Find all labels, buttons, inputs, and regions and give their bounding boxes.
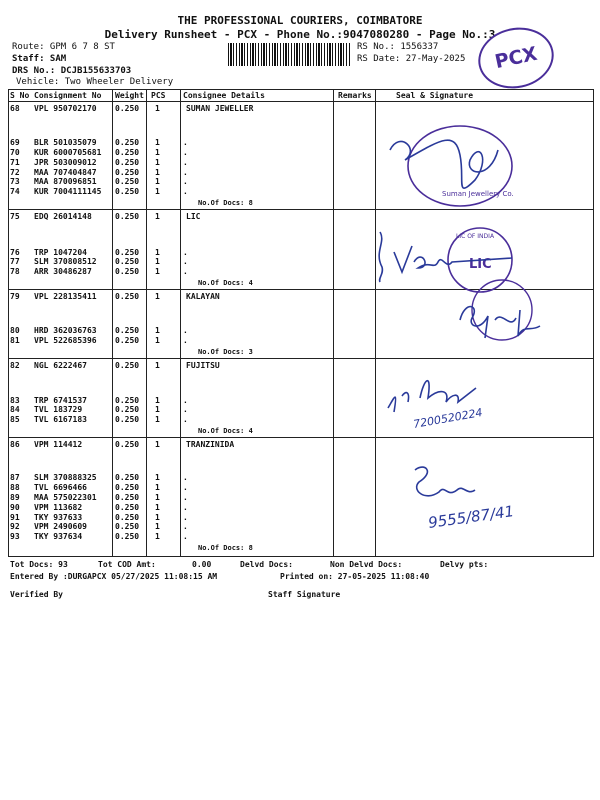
row-dot: . [183, 138, 188, 148]
row-sno: 69 [10, 138, 20, 148]
company-name: THE PROFESSIONAL COURIERS, COIMBATORE [177, 14, 423, 27]
row-sno: 90 [10, 502, 20, 512]
row-consignment-no: NGL 6222467 [34, 361, 87, 370]
table-bottom-border [8, 556, 594, 557]
row-pcs: 1 [155, 336, 160, 346]
row-dot: . [183, 473, 188, 483]
row-pcs: 1 [155, 512, 160, 522]
col-header-pcs: PCS [151, 91, 166, 100]
suman-stamp-text: Suman Jewellery Co. [442, 190, 514, 198]
row-consignment-no: MAA 870096851 [34, 177, 97, 187]
row-sno: 70 [10, 148, 20, 157]
row-consignment-no: HRD 362036763 [34, 326, 97, 336]
tranzinida-handwritten-number: 9555/87/41 [427, 502, 516, 532]
row-dot: . [183, 177, 188, 187]
row-sno: 71 [10, 157, 20, 167]
row-weight: 0.250 [115, 138, 140, 148]
rs-date: RS Date: 27-May-2025 [357, 54, 466, 64]
verified-by: Verified By [10, 590, 63, 599]
row-sno: 93 [10, 532, 20, 542]
no-of-docs: No.Of Docs: 4 [198, 279, 253, 287]
row-consignment-no: KUR 7004111145 [34, 187, 102, 197]
row-pcs: 1 [155, 292, 160, 301]
row-dot: . [183, 493, 188, 502]
row-sno: 73 [10, 177, 20, 187]
printed-on: Printed on: 27-05-2025 11:08:40 [280, 572, 430, 581]
entered-by: Entered By :DURGAPCX 05/27/2025 11:08:15 AM [10, 572, 218, 581]
row-sno: 74 [10, 187, 20, 197]
row-consignment-no: BLR 501035079 [34, 138, 97, 148]
row-weight: 0.250 [115, 415, 140, 425]
row-pcs: 1 [155, 212, 160, 221]
col-header-remarks: Remarks [338, 91, 372, 100]
vehicle: Vehicle: Two Wheeler Delivery [16, 77, 174, 87]
fujitsu-signature [380, 368, 510, 438]
row-consignment-no: SLM 370808512 [34, 257, 97, 267]
row-sno: 75 [10, 212, 20, 221]
staff-signature: Staff Signature [268, 590, 341, 599]
row-dot: . [183, 336, 188, 346]
row-weight: 0.250 [115, 167, 140, 177]
row-pcs: 1 [155, 148, 160, 157]
col-divider [8, 90, 9, 556]
row-pcs: 1 [155, 405, 160, 415]
row-pcs: 1 [155, 483, 160, 493]
row-sno: 78 [10, 267, 20, 277]
row-pcs: 1 [155, 247, 160, 257]
row-dot: . [183, 502, 188, 512]
row-pcs: 1 [155, 415, 160, 425]
consignee-name: KALAYAN [186, 292, 220, 301]
row-consignment-no: TKY 937633 [34, 512, 83, 522]
row-dot: . [183, 512, 188, 522]
row-weight: 0.250 [115, 532, 140, 542]
row-consignment-no: JPR 503009012 [34, 157, 97, 167]
col-divider [375, 90, 376, 556]
no-of-docs: No.Of Docs: 8 [198, 199, 253, 207]
row-pcs: 1 [155, 502, 160, 512]
row-pcs: 1 [155, 187, 160, 197]
row-dot: . [183, 247, 188, 257]
row-sno: 89 [10, 493, 20, 502]
row-consignment-no: MAA 707404847 [34, 167, 97, 177]
row-weight: 0.250 [115, 177, 140, 187]
row-weight: 0.250 [115, 483, 140, 493]
row-sno: 92 [10, 522, 20, 532]
row-sno: 88 [10, 483, 20, 493]
row-pcs: 1 [155, 473, 160, 483]
row-weight: 0.250 [115, 502, 140, 512]
row-weight: 0.250 [115, 292, 140, 301]
col-divider [146, 90, 147, 556]
row-pcs: 1 [155, 440, 160, 449]
table-top-border [8, 89, 594, 90]
row-dot: . [183, 167, 188, 177]
col-header-sno: S No [10, 91, 30, 100]
drs-number: DRS No.: DCJB155633703 [12, 66, 132, 76]
row-sno: 76 [10, 247, 20, 257]
suman-jeweller-stamp-signature [380, 120, 520, 220]
row-dot: . [183, 148, 188, 157]
row-pcs: 1 [155, 493, 160, 502]
row-weight: 0.250 [115, 187, 140, 197]
row-sno: 84 [10, 405, 20, 415]
row-dot: . [183, 522, 188, 532]
col-header-consignment: Consignment No [34, 91, 102, 100]
row-sno: 80 [10, 326, 20, 336]
row-dot: . [183, 483, 188, 493]
fujitsu-handwritten-number: 7200520224 [412, 405, 484, 431]
non-delivered-docs: Non Delvd Docs: [330, 560, 403, 569]
row-consignment-no: SLM 370888325 [34, 473, 97, 483]
col-divider [112, 90, 113, 556]
row-sno: 87 [10, 473, 20, 483]
table-header-border [8, 101, 594, 102]
row-pcs: 1 [155, 138, 160, 148]
row-pcs: 1 [155, 177, 160, 187]
total-cod-label: Tot COD Amt: [98, 560, 156, 569]
row-consignment-no: VPM 2490609 [34, 522, 87, 532]
row-weight: 0.250 [115, 157, 140, 167]
total-docs: Tot Docs: 93 [10, 560, 68, 569]
row-pcs: 1 [155, 167, 160, 177]
row-weight: 0.250 [115, 247, 140, 257]
row-consignment-no: VPL 228135411 [34, 292, 97, 301]
row-consignment-no: TVL 6696466 [34, 483, 87, 493]
no-of-docs: No.Of Docs: 4 [198, 427, 253, 435]
col-divider [593, 90, 594, 556]
row-pcs: 1 [155, 395, 160, 405]
row-weight: 0.250 [115, 473, 140, 483]
row-consignment-no: TKY 937634 [34, 532, 83, 542]
row-consignment-no: VPM 113682 [34, 502, 83, 512]
pcx-stamp: PCX [473, 21, 560, 95]
row-consignment-no: TVL 183729 [34, 405, 83, 415]
row-sno: 83 [10, 395, 20, 405]
row-consignment-no: VPL 950702170 [34, 104, 97, 113]
no-of-docs: No.Of Docs: 3 [198, 348, 253, 356]
row-pcs: 1 [155, 157, 160, 167]
row-sno: 72 [10, 167, 20, 177]
row-weight: 0.250 [115, 522, 140, 532]
row-pcs: 1 [155, 522, 160, 532]
row-sno: 85 [10, 415, 20, 425]
row-weight: 0.250 [115, 257, 140, 267]
row-weight: 0.250 [115, 493, 140, 502]
row-sno: 68 [10, 104, 20, 113]
row-pcs: 1 [155, 267, 160, 277]
row-consignment-no: ARR 30486287 [34, 267, 92, 277]
row-weight: 0.250 [115, 104, 140, 113]
consignee-name: FUJITSU [186, 361, 220, 370]
row-weight: 0.250 [115, 267, 140, 277]
total-cod-value: 0.00 [192, 560, 212, 569]
row-weight: 0.250 [115, 405, 140, 415]
row-consignment-no: VPL 522685396 [34, 336, 97, 346]
tranzinida-signature [405, 462, 555, 542]
row-dot: . [183, 395, 188, 405]
lic-stamp-center: LIC [469, 257, 492, 272]
rs-number: RS No.: 1556337 [357, 42, 439, 52]
row-sno: 79 [10, 292, 20, 301]
row-weight: 0.250 [115, 395, 140, 405]
row-weight: 0.250 [115, 440, 140, 449]
row-weight: 0.250 [115, 361, 140, 370]
row-weight: 0.250 [115, 512, 140, 522]
col-header-weight: Weight [115, 91, 144, 100]
col-header-seal-signature: Seal & Signature [396, 91, 474, 100]
row-pcs: 1 [155, 361, 160, 370]
row-dot: . [183, 187, 188, 197]
group-divider [8, 358, 594, 359]
row-consignment-no: VPM 114412 [34, 440, 83, 449]
lic-stamp-text: LIC OF INDIA [456, 233, 495, 240]
row-consignment-no: MAA 575022301 [34, 493, 97, 502]
row-consignment-no: TVL 6167183 [34, 415, 87, 425]
row-sno: 86 [10, 440, 20, 449]
row-sno: 82 [10, 361, 20, 370]
row-dot: . [183, 405, 188, 415]
row-weight: 0.250 [115, 148, 140, 157]
col-divider [180, 90, 181, 556]
row-dot: . [183, 326, 188, 336]
row-dot: . [183, 257, 188, 267]
row-weight: 0.250 [115, 326, 140, 336]
kalayan-stamp-signature [440, 280, 550, 350]
runsheet-title: Delivery Runsheet - PCX - Phone No.:9047080280 - Page No.:3 [104, 28, 496, 41]
row-dot: . [183, 415, 188, 425]
row-consignment-no: TRP 6741537 [34, 395, 87, 405]
row-pcs: 1 [155, 532, 160, 542]
barcode [228, 43, 350, 66]
row-weight: 0.250 [115, 212, 140, 221]
col-header-consignee: Consignee Details [183, 91, 265, 100]
row-dot: . [183, 157, 188, 167]
no-of-docs: No.Of Docs: 8 [198, 544, 253, 552]
row-dot: . [183, 532, 188, 542]
row-sno: 81 [10, 336, 20, 346]
row-pcs: 1 [155, 326, 160, 336]
row-consignment-no: TRP 1047204 [34, 247, 87, 257]
row-dot: . [183, 267, 188, 277]
row-consignment-no: KUR 6000705681 [34, 148, 102, 157]
delivered-docs: Delvd Docs: [240, 560, 293, 569]
delivery-points: Delvy pts: [440, 560, 489, 569]
consignee-name: TRANZINIDA [186, 440, 235, 449]
consignee-name: LIC [186, 212, 201, 221]
staff: Staff: SAM [12, 54, 67, 64]
row-consignment-no: EDQ 26014148 [34, 212, 92, 221]
consignee-name: SUMAN JEWELLER [186, 104, 254, 113]
route: Route: GPM 6 7 8 ST [12, 42, 115, 52]
row-sno: 77 [10, 257, 20, 267]
row-pcs: 1 [155, 104, 160, 113]
row-sno: 91 [10, 512, 20, 522]
row-weight: 0.250 [115, 336, 140, 346]
row-pcs: 1 [155, 257, 160, 267]
col-divider [333, 90, 334, 556]
